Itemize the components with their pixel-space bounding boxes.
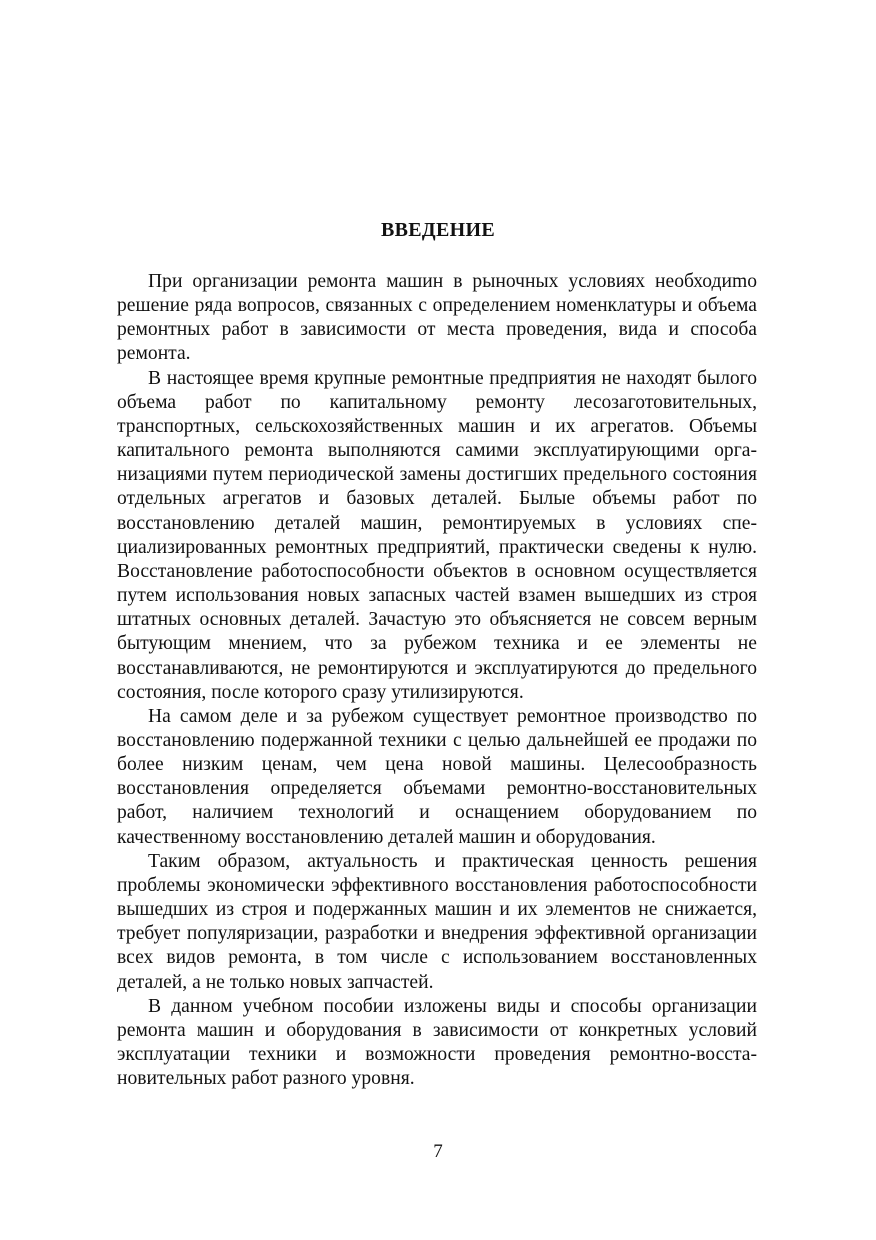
paragraph: Таким образом, актуальность и практическая ценность решения проблемы экономически эффективного восстановления работоспособности вышедших из строя и подержанных машин и их элементов не снижается, требует популяризации, разработки и внедрения эффективной организации всех видов ремонта, в том числе с использованием восстановленных деталей, а не только новых запчастей. <box>117 850 757 993</box>
paragraph: На самом деле и за рубежом существует ремонтное производство по восстановлению подержанной техники с целью дальнейшей ее продажи по более низким ценам, чем цена новой машины. Целесообразность восстановления определяется объемами ремонтно-восстановительных работ, наличием технологий и оснащением оборудованием по качественному восстановлению деталей машин и оборудования. <box>117 705 757 848</box>
paragraph: При организации ремонта машин в рыночных условиях необходиmо решение ряда вопросов, связанных с определением номенклатуры и объема ремонтных работ в зависимости от места проведения, вида и способа ремонта. <box>117 271 757 365</box>
paragraph: В настоящее время крупные ремонтные предприятия не находят былого объема работ по капитальному ремонту лесозаготовительных, транспортных, сельскохозяйственных машин и их агрегатов. Объемы капитального ремонта выполняются самими эксплуатирующими организациями путем периодической замены достигших предельного состояния отдельных агрегатов и базовых деталей. Былые объемы работ по восстановлению деталей машин, ремонтируемых в условиях специализированных ремонтных предприятий, практически сведены к нулю. Восстановление работоспособности объектов в основном осуществляется путем использования новых запасных частей взамен вышедших из строя штатных основных деталей. Зачастую это объясняется не совсем верным бытующим мнением, что за рубежом техника и ее элементы не восстанавливаются, не ремонтируются и эксплуатируются до предельного состояния, после которого сразу утилизируются. <box>117 367 757 703</box>
page-number: 7 <box>433 1141 443 1162</box>
paragraph: В данном учебном пособии изложены виды и способы организации ремонта машин и оборудования в зависимости от конкретных условий эксплуатации техники и возможности проведения ремонтно-восстановительных работ разного уровня. <box>117 995 757 1090</box>
page-title: ВВЕДЕНИЕ <box>381 219 495 241</box>
body-text <box>117 270 757 1091</box>
